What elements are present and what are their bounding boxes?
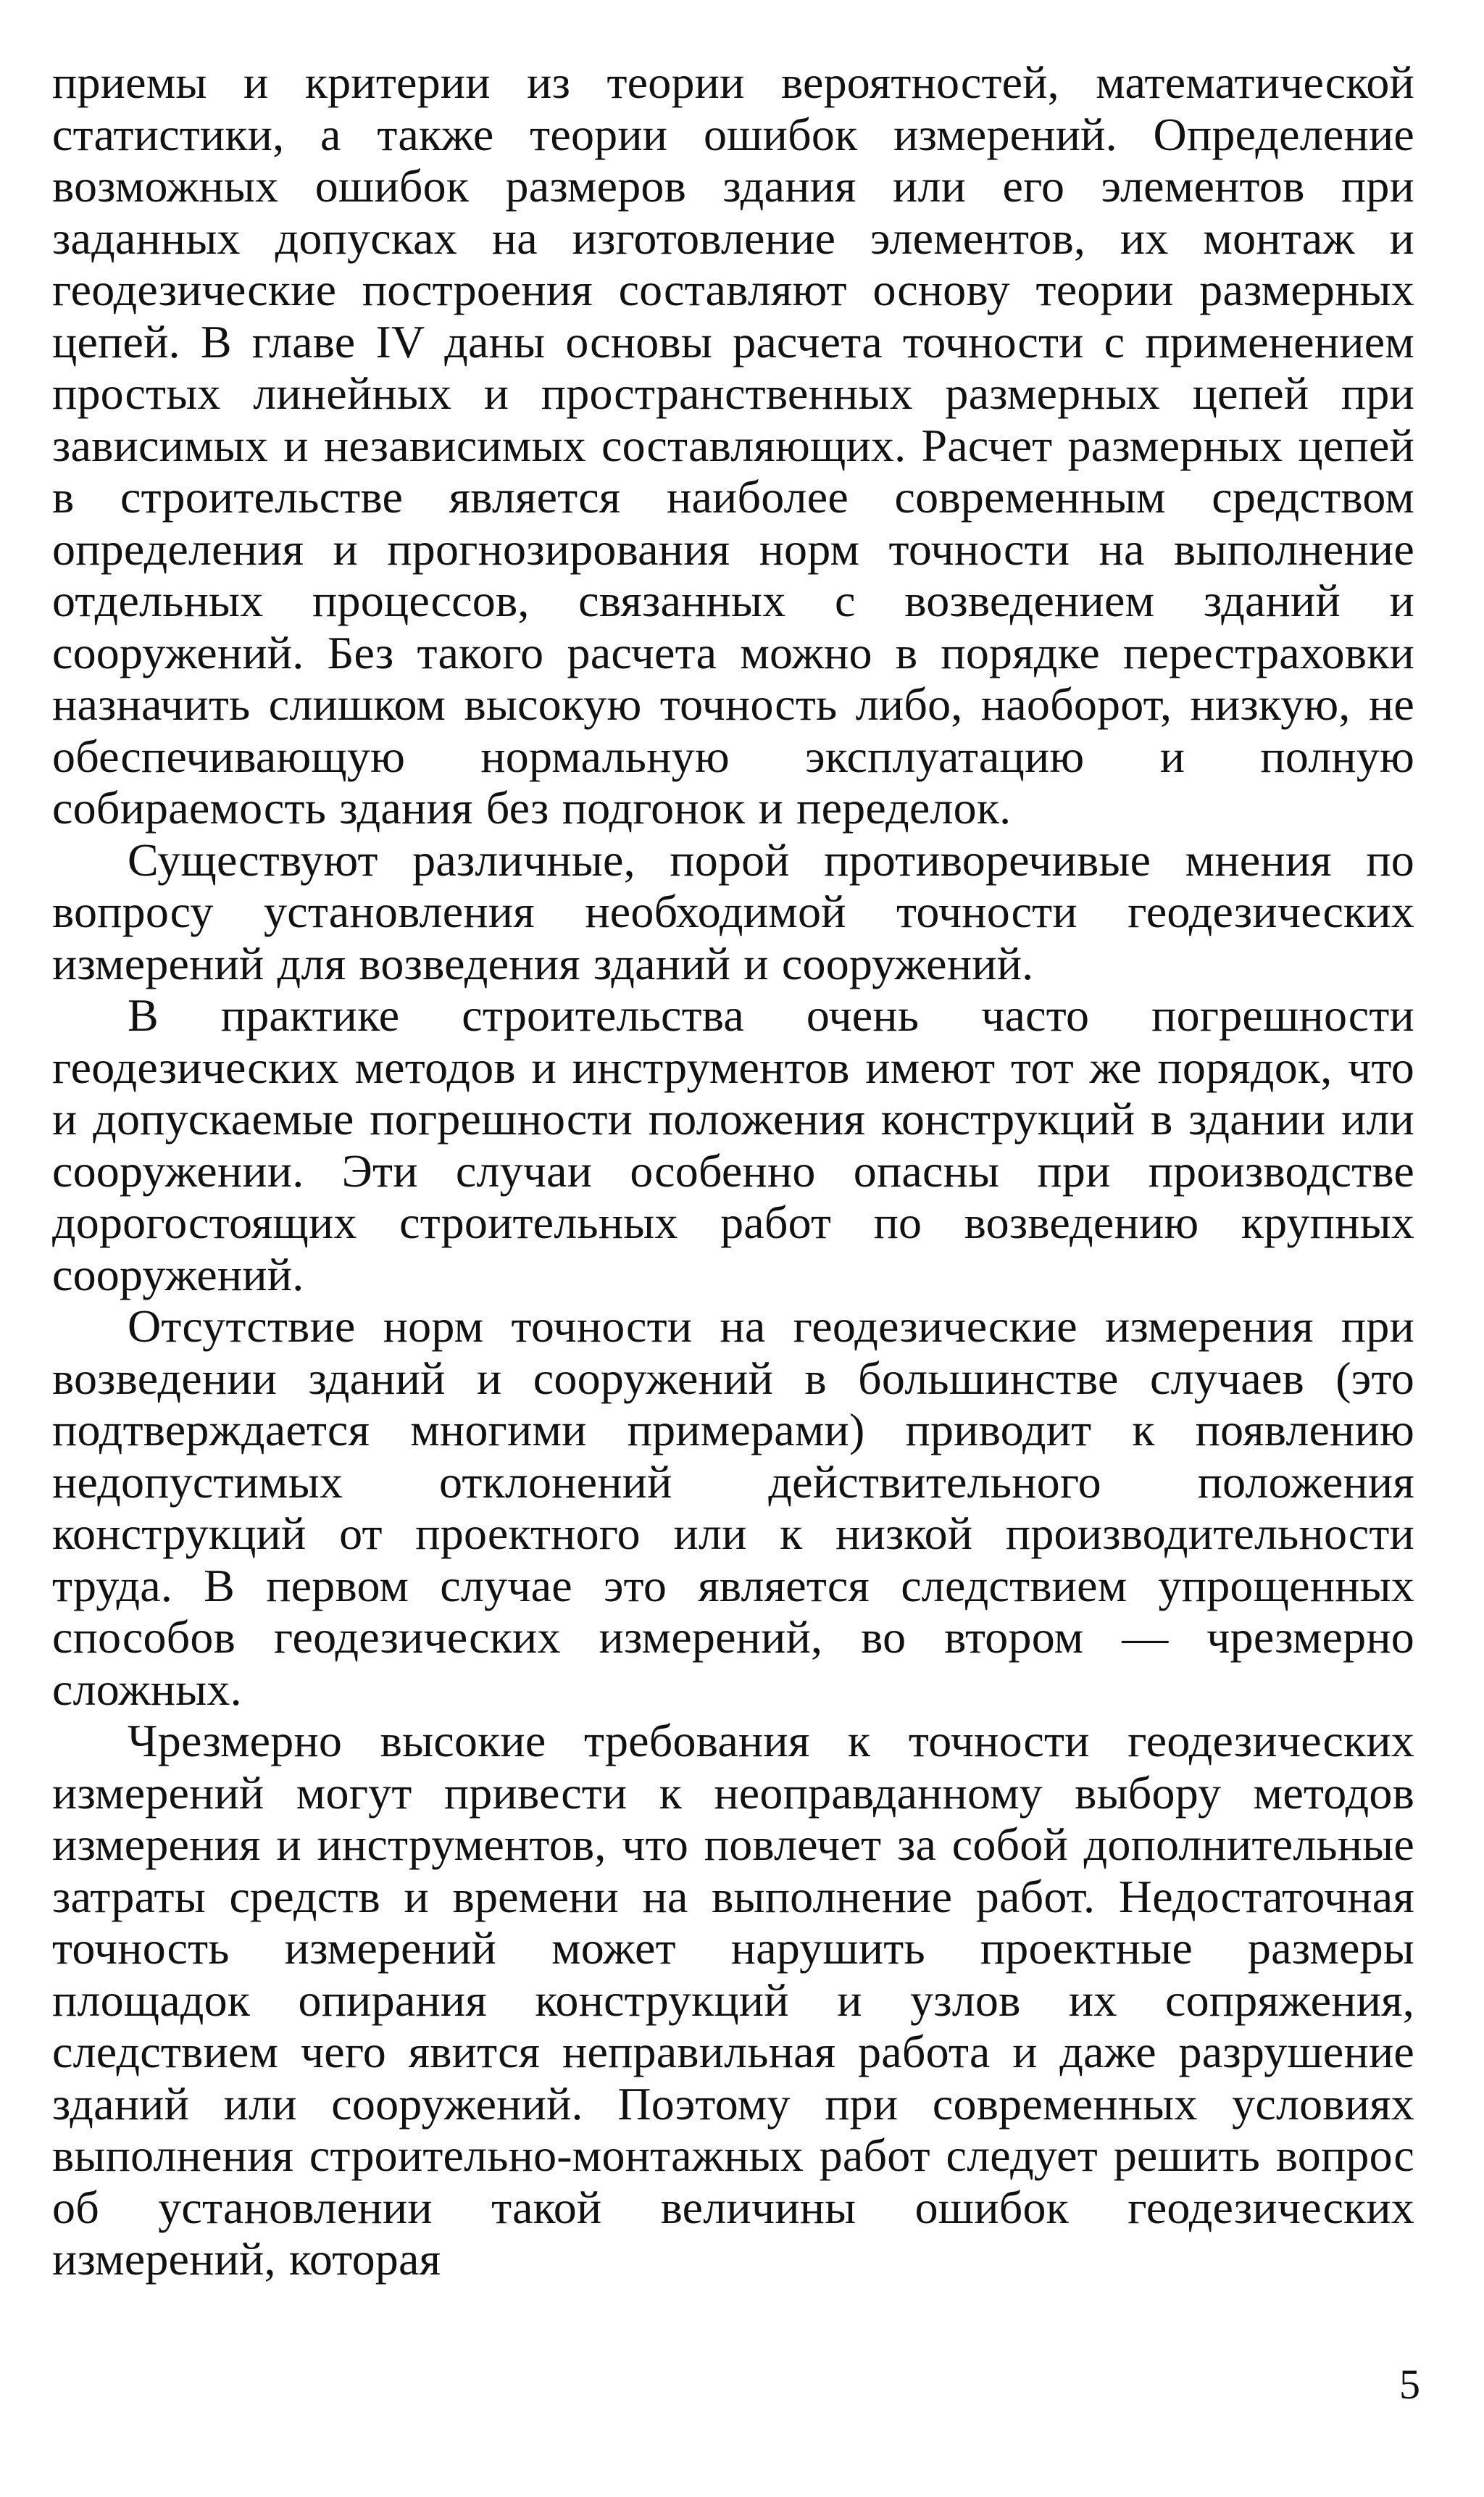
paragraph-4: Отсутствие норм точности на геодезические измерения при возведении зданий и сооружений в большинстве случаев (это подтверждается многими примерами) приводит к появлению недопустимых отклонений действительного положения конструкций от проектного или к низкой производительности труда. В первом случае это является следствием упрощенных способов геодезических измерений, во втором — чрезмерно сложных. — [52, 1300, 1414, 1715]
paragraph-3: В практике строительства очень часто погрешности геодезических методов и инструментов имеют тот же порядок, что и допускаемые погрешности положения конструкций в здании или сооружении. Эти случаи особенно опасны при производстве дорогостоящих строительных работ по возведению крупных сооружений. — [52, 989, 1414, 1300]
page-body — [52, 57, 1414, 2285]
paragraph-1: приемы и критерии из теории вероятностей, математической статистики, а также теории ошибок измерений. Определение возможных ошибок размеров здания или его элементов при заданных допусках на изготовление элементов, их монтаж и геодезические построения составляют основу теории размерных цепей. В главе IV даны основы расчета точности с применением простых линейных и пространственных размерных цепей при зависимых и независимых составляющих. Расчет размерных цепей в строительстве является наиболее современным средством определения и прогнозирования норм точности на выполнение отдельных процессов, связанных с возведением зданий и сооружений. Без такого расчета можно в порядке перестраховки назначить слишком высокую точность либо, наоборот, низкую, не обеспечивающую нормальную эксплуатацию и полную собираемость здания без подгонок и переделок. — [52, 57, 1414, 834]
paragraph-2: Существуют различные, порой противоречивые мнения по вопросу установления необходимой точности геодезических измерений для возведения зданий и сооружений. — [52, 834, 1414, 989]
paragraph-5: Чрезмерно высокие требования к точности геодезических измерений могут привести к неоправданному выбору методов измерения и инструментов, что повлечет за собой дополнительные затраты средств и времени на выполнение работ. Недостаточная точность измерений может нарушить проектные размеры площадок опирания конструкций и узлов их сопряжения, следствием чего явится неправильная работа и даже разрушение зданий или сооружений. Поэтому при современных условиях выполнения строительно-монтажных работ следует решить вопрос об установлении такой величины ошибок геодезических измерений, которая — [52, 1715, 1414, 2285]
page-number: 5 — [1399, 2361, 1420, 2408]
